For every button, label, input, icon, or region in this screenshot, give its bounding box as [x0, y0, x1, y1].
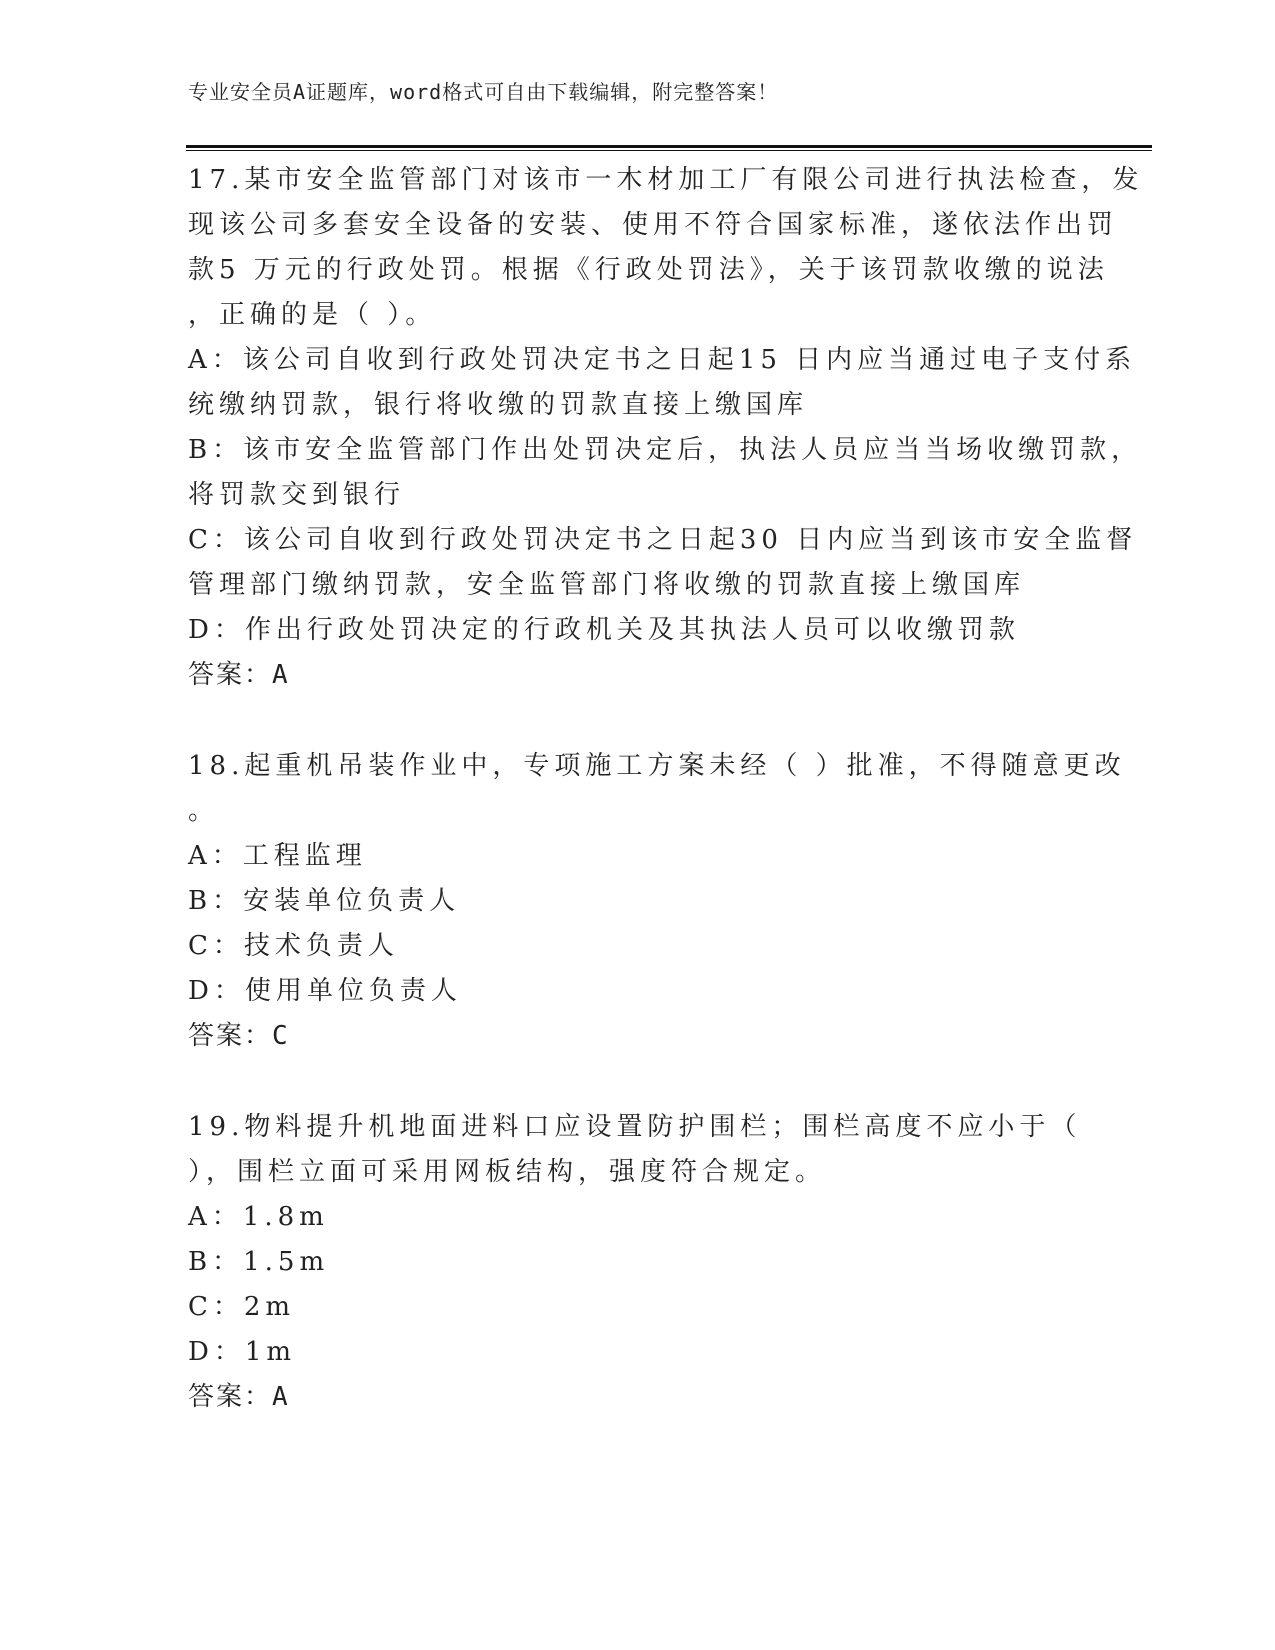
question-17 [188, 158, 1144, 698]
question-18 [188, 744, 1126, 1059]
page-header: 专业安全员A证题库，word格式可自由下载编辑，附完整答案！ [188, 80, 779, 104]
option-a: A：该公司自收到行政处罚决定书之日起15 日内应当通过电子支付系 [188, 345, 1137, 375]
answer-value: A [272, 1382, 290, 1412]
answer-value: C [272, 1021, 290, 1051]
answer-line [188, 1014, 1088, 1059]
option-a: A：工程监理 [188, 841, 367, 871]
answer-label: 答案： [188, 1021, 273, 1051]
question-text-line: 18.起重机吊装作业中，专项施工方案未经（ ）批准，不得随意更改 [188, 751, 1126, 781]
question-text-line: 。 [188, 796, 220, 826]
option-d: D：1m [188, 1337, 297, 1367]
question-text-line: ），围栏立面可采用网板结构，强度符合规定。 [188, 1157, 827, 1187]
header-rule-thick [186, 145, 1152, 148]
option-c: C：2m [188, 1292, 296, 1322]
question-text-line: 现该公司多套安全设备的安装、使用不符合国家标准，遂依法作出罚 [188, 210, 1119, 240]
question-text-line: 款5 万元的行政处罚。根据《行政处罚法》，关于该罚款收缴的说法 [188, 255, 1109, 285]
answer-line [188, 653, 1088, 698]
option-a: A：1.8m [188, 1202, 329, 1232]
header-rule-thin [186, 150, 1152, 151]
question-text-line: 17.某市安全监管部门对该市一木材加工厂有限公司进行执法检查，发 [188, 165, 1144, 195]
answer-label: 答案： [188, 660, 273, 690]
question-text-line: 19.物料提升机地面进料口应设置防护围栏；围栏高度不应小于（ [188, 1112, 1082, 1142]
option-b: B：1.5m [188, 1247, 330, 1277]
option-c: C：该公司自收到行政处罚决定书之日起30 日内应当到该市安全监督 [188, 525, 1138, 555]
option-b-cont: 将罚款交到银行 [188, 480, 406, 510]
question-19 [188, 1105, 1088, 1420]
option-c: C：技术负责人 [188, 931, 399, 961]
answer-line [188, 1375, 1088, 1420]
question-text-line: ，正确的是（ ）。 [188, 300, 437, 330]
answer-value: A [272, 660, 290, 690]
option-d: D：作出行政处罚决定的行政机关及其执法人员可以收缴罚款 [188, 615, 1020, 645]
option-c-cont: 管理部门缴纳罚款，安全监管部门将收缴的罚款直接上缴国库 [188, 570, 1026, 600]
answer-label: 答案： [188, 1382, 273, 1412]
option-b: B：该市安全监管部门作出处罚决定后，执法人员应当当场收缴罚款， [188, 435, 1143, 465]
option-a-cont: 统缴纳罚款，银行将收缴的罚款直接上缴国库 [188, 390, 809, 420]
option-b: B：安装单位负责人 [188, 886, 461, 916]
question-list [188, 158, 1144, 1420]
option-d: D：使用单位负责人 [188, 976, 462, 1006]
